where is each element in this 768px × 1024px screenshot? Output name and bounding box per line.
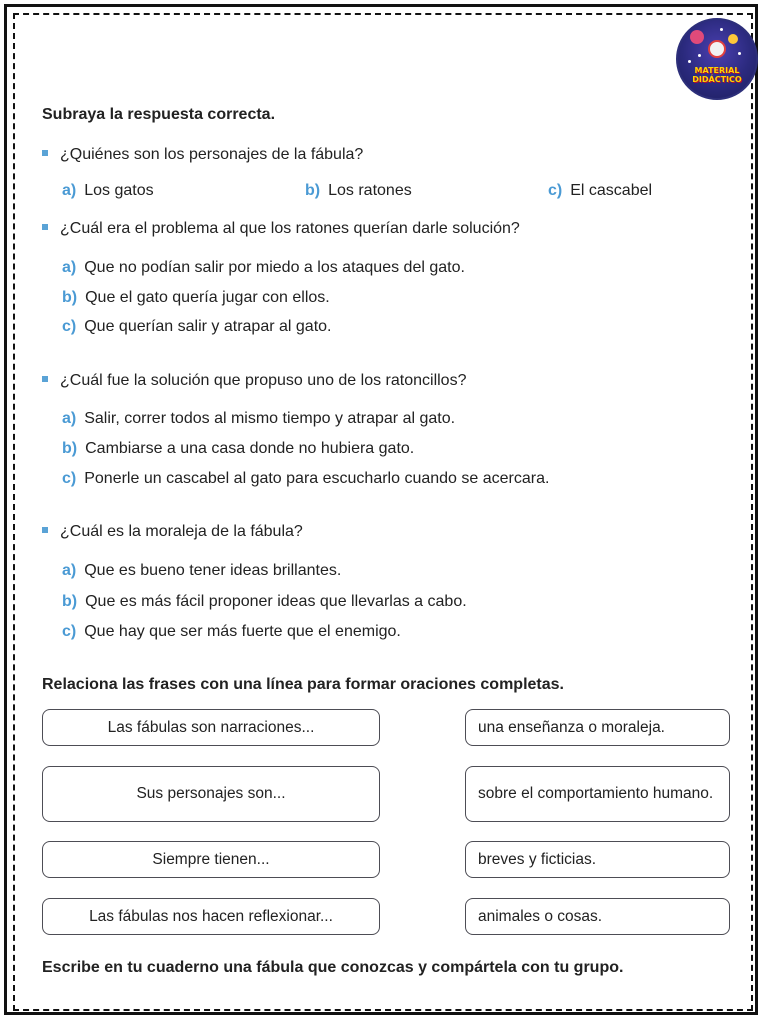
match-left-1[interactable]: Las fábulas son narraciones... [42, 709, 380, 746]
option-3a[interactable]: a) Salir, correr todos al mismo tiempo y atrapar al gato. [62, 410, 456, 427]
option-1c[interactable]: c) El cascabel [548, 182, 653, 199]
match-right-4[interactable]: animales o cosas. [465, 898, 730, 935]
option-4b[interactable]: b) Que es más fácil proponer ideas que llevarlas a cabo. [62, 593, 467, 610]
question-2: ¿Cuál era el problema al que los ratones querían darle solución? [42, 220, 520, 238]
planet-icon [728, 34, 738, 44]
match-right-3[interactable]: breves y ficticias. [465, 841, 730, 878]
option-1b[interactable]: b) Los ratones [305, 182, 412, 199]
option-3c[interactable]: c) Ponerle un cascabel al gato para escucharlo cuando se acercara. [62, 470, 550, 487]
instruction-underline: Subraya la respuesta correcta. [42, 106, 276, 123]
bullet-icon [42, 376, 48, 382]
match-left-4[interactable]: Las fábulas nos hacen reflexionar... [42, 898, 380, 935]
planet-icon [690, 30, 704, 44]
option-4a[interactable]: a) Que es bueno tener ideas brillantes. [62, 562, 342, 579]
match-right-1[interactable]: una enseñanza o moraleja. [465, 709, 730, 746]
question-1: ¿Quiénes son los personajes de la fábula? [42, 146, 363, 164]
question-4: ¿Cuál es la moraleja de la fábula? [42, 523, 303, 541]
option-2b[interactable]: b) Que el gato quería jugar con ellos. [62, 289, 330, 306]
option-1a[interactable]: a) Los gatos [62, 182, 154, 199]
question-3: ¿Cuál fue la solución que propuso uno de los ratoncillos? [42, 372, 466, 390]
match-left-2[interactable]: Sus personajes son... [42, 766, 380, 822]
material-didactico-logo [676, 18, 758, 100]
option-3b[interactable]: b) Cambiarse a una casa donde no hubiera gato. [62, 440, 415, 457]
bullet-icon [42, 150, 48, 156]
logo-text: MATERIAL DIDÁCTICO [692, 66, 742, 84]
astronaut-icon [708, 40, 726, 58]
bullet-icon [42, 224, 48, 230]
option-2a[interactable]: a) Que no podían salir por miedo a los ataques del gato. [62, 259, 465, 276]
match-right-2[interactable]: sobre el comportamiento humano. [465, 766, 730, 822]
option-4c[interactable]: c) Que hay que ser más fuerte que el enemigo. [62, 623, 401, 640]
match-left-3[interactable]: Siempre tienen... [42, 841, 380, 878]
bullet-icon [42, 527, 48, 533]
instruction-write: Escribe en tu cuaderno una fábula que conozcas y compártela con tu grupo. [42, 959, 624, 976]
instruction-match: Relaciona las frases con una línea para formar oraciones completas. [42, 676, 564, 693]
option-2c[interactable]: c) Que querían salir y atrapar al gato. [62, 318, 332, 335]
